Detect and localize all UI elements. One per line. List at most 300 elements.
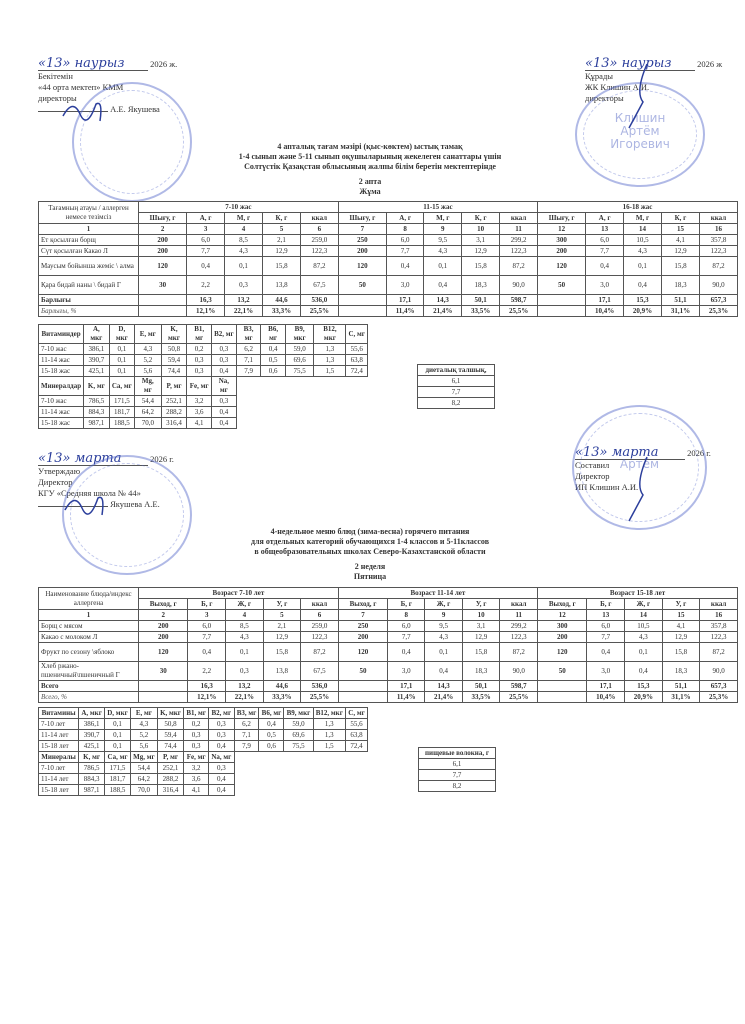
handwritten-date: «13» наурыз [38, 56, 125, 71]
age-label: 15-18 лет [39, 785, 79, 796]
column-header: Шығу, г [538, 213, 586, 224]
cell-value: 7,7 [188, 632, 226, 643]
mineral-value: 316,4 [161, 418, 187, 429]
fiber-header: диеталық талшық, [418, 365, 495, 376]
cell-value: 12,9 [462, 246, 500, 257]
vitamins-header-row [39, 708, 368, 719]
cell-value: 8,5 [226, 621, 264, 632]
fiber-header-row [419, 748, 496, 759]
column-number: 15 [662, 224, 700, 235]
cell-value: 0,1 [625, 643, 663, 662]
cell-value: 122,3 [699, 246, 737, 257]
mineral-row [39, 763, 368, 774]
total-percent-value: 31,1% [662, 306, 700, 317]
cell-value: 7,7 [586, 246, 624, 257]
total-percent-value: 10,4% [587, 692, 625, 703]
mineral-column: Na, мг [209, 752, 234, 763]
empty-cell [346, 763, 368, 774]
column-header: ккал [500, 599, 538, 610]
cell-value: 18,3 [662, 662, 700, 681]
column-header: ккал [699, 213, 737, 224]
total-value: 598,7 [500, 681, 538, 692]
total-percent-value: 20,9% [625, 692, 663, 703]
mineral-value: 4,1 [187, 418, 212, 429]
cell-value: 50 [338, 662, 387, 681]
column-header: Б, г [587, 599, 625, 610]
column-header: ккал [300, 213, 338, 224]
cell-value: 67,5 [301, 662, 339, 681]
cell-value: 122,3 [300, 246, 338, 257]
cell-value: 90,0 [500, 662, 538, 681]
text-line: 4 апталық тағам мәзірі (қыс-көктем) ыстық тамақ [277, 142, 463, 151]
vitamin-value: 0,3 [209, 730, 234, 741]
column-number: 6 [300, 224, 338, 235]
cell-value: 300 [538, 235, 586, 246]
vitamin-column: B1, мг [184, 708, 209, 719]
total-percent-label: Барлығы, % [39, 306, 139, 317]
cell-value: 87,2 [699, 257, 737, 276]
total-percent-value: 25,5% [500, 692, 538, 703]
cell-value: 6,0 [188, 621, 226, 632]
column-number: 9 [424, 224, 462, 235]
total-value: 51,1 [662, 681, 700, 692]
vitamin-value: 75,5 [285, 366, 314, 377]
cell-value: 18,3 [462, 276, 500, 295]
column-number: 13 [587, 610, 625, 621]
empty-cell [261, 418, 286, 429]
total-value: 50,1 [462, 681, 500, 692]
mineral-value: 0,4 [209, 774, 234, 785]
mineral-column: Na, мг [211, 377, 236, 396]
cell-value: 0,3 [225, 276, 263, 295]
cell-value: 15,8 [262, 257, 300, 276]
column-header: Выход, г [338, 599, 387, 610]
cell-value: 200 [538, 632, 587, 643]
vitamin-value: 0,3 [187, 355, 212, 366]
empty-cell [346, 418, 368, 429]
vitamin-value: 50,8 [161, 344, 187, 355]
column-header: К, г [662, 213, 700, 224]
vitamin-column: E, мг [130, 708, 157, 719]
vitamin-value: 0,4 [259, 719, 284, 730]
total-label: Барлығы [39, 295, 139, 306]
vitamin-value: 74,4 [157, 741, 183, 752]
vitamin-value: 63,8 [346, 355, 368, 366]
age-label: 7-10 лет [39, 719, 79, 730]
cell-value: 87,2 [300, 257, 338, 276]
mineral-value: 3,2 [184, 763, 209, 774]
total-value [538, 295, 586, 306]
total-value: 16,3 [188, 681, 226, 692]
signature-icon [58, 96, 108, 126]
total-label: Всего [39, 681, 139, 692]
mineral-column: Fe, мг [187, 377, 212, 396]
cell-value: 4,3 [425, 632, 463, 643]
age-label: 7-10 жас [39, 396, 84, 407]
total-value: 657,3 [699, 295, 737, 306]
vitamin-value: 1,3 [313, 719, 346, 730]
cell-value: 6,0 [587, 621, 625, 632]
total-percent-value [538, 692, 587, 703]
vitamin-column: B9, мкг [284, 708, 313, 719]
empty-cell [284, 785, 313, 796]
vitamin-value: 55,6 [346, 344, 368, 355]
cell-value: 4,3 [225, 246, 263, 257]
fiber-value: 7,7 [419, 770, 496, 781]
cell-value: 15,8 [662, 643, 700, 662]
total-value [338, 681, 387, 692]
column-number: 11 [500, 224, 538, 235]
approval-org: ЖК Клишин А.И. [585, 82, 650, 92]
cell-value: 0,4 [425, 662, 463, 681]
vitamin-column: D, мкг [109, 325, 134, 344]
empty-cell [346, 752, 368, 763]
total-value: 16,3 [187, 295, 225, 306]
vitamin-value: 0,6 [259, 741, 284, 752]
mineral-row [39, 785, 368, 796]
cell-value: 0,1 [226, 643, 264, 662]
column-number: 8 [386, 224, 423, 235]
total-percent-value: 21,4% [424, 306, 462, 317]
vitamin-column: K, мкг [161, 325, 187, 344]
total-percent-value [338, 306, 386, 317]
cell-value: 4,1 [662, 235, 700, 246]
column-header: Б, г [188, 599, 226, 610]
vitamin-value: 0,1 [109, 355, 134, 366]
vitamin-value: 390,7 [79, 730, 105, 741]
day-label: Пятница [353, 572, 387, 581]
empty-cell [234, 774, 259, 785]
vitamin-value: 75,5 [284, 741, 313, 752]
cell-value: 10,5 [624, 235, 662, 246]
minerals-header-row [39, 752, 368, 763]
cell-value: 7,7 [388, 632, 425, 643]
text-line: для отдельных категорий обучающихся 1-4 классов и 5-11классов [250, 537, 490, 546]
cell-value: 122,3 [700, 632, 738, 643]
total-value: 17,1 [586, 295, 624, 306]
total-percent-row [39, 306, 738, 317]
empty-cell [285, 377, 314, 396]
total-row [39, 681, 738, 692]
age-group-header: 11-15 жас [338, 202, 537, 213]
total-percent-value [338, 692, 387, 703]
cell-value: 120 [338, 257, 386, 276]
table-row [39, 632, 738, 643]
column-header: Ж, г [425, 599, 463, 610]
cell-value: 12,9 [662, 246, 700, 257]
vitamin-column: A, мкг [84, 325, 109, 344]
vitamin-column: B12, мкг [314, 325, 346, 344]
cell-value: 0,3 [226, 662, 264, 681]
dish-name: Маусым бойынша жеміс \ алма [39, 257, 139, 276]
approval-label: Құрады [585, 71, 613, 81]
table-row [39, 235, 738, 246]
column-header: К, г [262, 213, 300, 224]
text-line: Клишин [614, 111, 666, 125]
cell-value: 0,4 [587, 643, 625, 662]
column-number: 5 [262, 224, 300, 235]
mineral-value: 70,0 [135, 418, 161, 429]
cell-value: 15,8 [662, 257, 700, 276]
cell-value: 0,4 [187, 257, 225, 276]
vitamin-value: 0,4 [261, 344, 286, 355]
total-percent-value [538, 306, 586, 317]
text-line: Артём [620, 124, 660, 138]
vitamin-value: 0,6 [261, 366, 286, 377]
text-line: в общеобразовательных школах Северо-Казахстанской области [254, 547, 486, 556]
approval-year: 2026 ж. [150, 59, 178, 69]
empty-cell [284, 774, 313, 785]
cell-value: 13,8 [262, 276, 300, 295]
age-label: 15-18 жас [39, 418, 84, 429]
total-percent-value: 12,1% [187, 306, 225, 317]
empty-cell [236, 418, 261, 429]
vitamin-column: B2, мг [211, 325, 236, 344]
vitamin-value: 1,5 [313, 741, 346, 752]
column-number: 4 [225, 224, 263, 235]
vitamin-row [39, 741, 368, 752]
menu-table-ru [38, 587, 738, 703]
total-percent-label: Всего, % [39, 692, 139, 703]
cell-value: 3,0 [386, 276, 423, 295]
vitamins-table-kz [38, 324, 368, 429]
vitamin-value: 5,6 [130, 741, 157, 752]
cell-value: 15,8 [462, 257, 500, 276]
vitamin-column: A, мкг [79, 708, 105, 719]
dish-name: Сүт қосылған Какао Л [39, 246, 139, 257]
fiber-value: 8,2 [419, 781, 496, 792]
empty-cell [346, 396, 368, 407]
fiber-table-ru [418, 747, 496, 792]
column-header: А, г [586, 213, 624, 224]
column-number: 6 [301, 610, 339, 621]
column-number: 4 [226, 610, 264, 621]
mineral-column: K, мг [84, 377, 109, 396]
cell-value: 200 [338, 632, 387, 643]
cell-value: 122,3 [301, 632, 339, 643]
age-label: 15-18 лет [39, 741, 79, 752]
empty-cell [313, 763, 346, 774]
mineral-value: 316,4 [157, 785, 183, 796]
cell-value: 357,8 [699, 235, 737, 246]
cell-value: 87,2 [301, 643, 339, 662]
day-label: Жұма [359, 187, 381, 196]
total-value [139, 681, 188, 692]
vitamin-value: 59,0 [285, 344, 314, 355]
fiber-value: 8,2 [418, 398, 495, 409]
total-value: 17,1 [386, 295, 423, 306]
vitamin-value: 55,6 [346, 719, 368, 730]
total-value: 44,6 [262, 295, 300, 306]
cell-value: 120 [338, 643, 387, 662]
column-header: А, г [386, 213, 423, 224]
menu-title-ru [150, 527, 590, 582]
column-number: 10 [462, 610, 500, 621]
total-value [338, 295, 386, 306]
empty-cell [259, 774, 284, 785]
vitamin-row [39, 355, 368, 366]
cell-value: 7,7 [386, 246, 423, 257]
approval-label: Утверждаю [38, 466, 81, 476]
mineral-value: 786,5 [79, 763, 105, 774]
cell-value: 7,7 [187, 246, 225, 257]
dish-name: Хлеб ржано-пшеничный\пшеничный Г [39, 662, 139, 681]
total-percent-value: 10,4% [586, 306, 624, 317]
vitamin-value: 59,0 [284, 719, 313, 730]
vitamin-column: C, мг [346, 708, 368, 719]
dish-name: Қара бидай наны \ бидай Г [39, 276, 139, 295]
vitamin-value: 74,4 [161, 366, 187, 377]
cell-value: 12,9 [462, 632, 500, 643]
mineral-row [39, 774, 368, 785]
vitamin-value: 0,1 [109, 366, 134, 377]
age-group-header: Возраст 7-10 лет [139, 588, 339, 599]
empty-cell [236, 377, 261, 396]
week-label: 2 неделя [354, 562, 386, 571]
vitamin-column: K, мкг [157, 708, 183, 719]
cell-value: 87,2 [700, 643, 738, 662]
mineral-column: Mg, мг [130, 752, 157, 763]
cell-value: 200 [139, 632, 188, 643]
column-header: У, г [462, 599, 500, 610]
total-percent-value: 33,5% [462, 306, 500, 317]
vitamin-value: 1,3 [314, 355, 346, 366]
approval-org: ИП Клишин А.И. [575, 482, 639, 492]
empty-cell [261, 396, 286, 407]
column-number: 7 [338, 224, 386, 235]
empty-cell [314, 377, 346, 396]
column-number: 1 [39, 610, 139, 621]
empty-cell [346, 774, 368, 785]
total-percent-value: 11,4% [386, 306, 423, 317]
approval-position: директоры [585, 93, 624, 103]
mineral-value: 987,1 [84, 418, 109, 429]
mineral-row [39, 407, 368, 418]
mineral-value: 3,6 [187, 407, 212, 418]
vitamin-value: 69,6 [285, 355, 314, 366]
total-percent-value [139, 306, 187, 317]
text-line: Игоревич [610, 137, 670, 151]
signature-icon [625, 455, 655, 525]
vitamin-value: 4,3 [130, 719, 157, 730]
total-percent-value: 25,5% [500, 306, 538, 317]
cell-value: 2,1 [262, 235, 300, 246]
cell-value: 120 [139, 643, 188, 662]
column-header: М, г [424, 213, 462, 224]
dish-name-header: Наименование блюда/индекс аллергена [39, 588, 139, 610]
vitamin-value: 386,1 [84, 344, 109, 355]
age-group-header: 16-18 жас [538, 202, 738, 213]
mineral-value: 288,2 [161, 407, 187, 418]
vitamin-row [39, 366, 368, 377]
total-percent-value: 25,3% [699, 306, 737, 317]
total-value: 13,2 [226, 681, 264, 692]
text-line: 1-4 сынып және 5-11 сынып оқушыларының жекелеген санаттары үшін [238, 152, 502, 161]
column-number: 2 [139, 224, 187, 235]
cell-value: 90,0 [700, 662, 738, 681]
cell-value: 15,8 [462, 643, 500, 662]
vitamin-value: 0,2 [184, 719, 209, 730]
empty-cell [285, 407, 314, 418]
table-row [39, 643, 738, 662]
total-percent-value: 22,1% [226, 692, 264, 703]
mineral-value: 0,3 [211, 396, 236, 407]
column-header: ккал [301, 599, 339, 610]
total-value: 17,1 [388, 681, 425, 692]
cell-value: 4,3 [424, 246, 462, 257]
cell-value: 250 [338, 621, 387, 632]
mineral-value: 0,3 [209, 763, 234, 774]
cell-value: 9,5 [425, 621, 463, 632]
mineral-value: 0,4 [209, 785, 234, 796]
vitamin-value: 0,4 [211, 366, 236, 377]
cell-value: 4,3 [624, 246, 662, 257]
cell-value: 0,1 [424, 257, 462, 276]
column-number: 15 [662, 610, 700, 621]
mineral-value: 3,2 [187, 396, 212, 407]
vitamin-value: 0,3 [211, 355, 236, 366]
empty-cell [259, 752, 284, 763]
cell-value: 120 [538, 257, 586, 276]
mineral-value: 181,7 [105, 774, 131, 785]
total-percent-value: 33,5% [462, 692, 500, 703]
cell-value: 6,0 [187, 235, 225, 246]
column-number: 9 [425, 610, 463, 621]
mineral-value: 171,5 [109, 396, 134, 407]
cell-value: 2,2 [188, 662, 226, 681]
cell-value: 200 [139, 246, 187, 257]
mineral-value: 3,6 [184, 774, 209, 785]
total-percent-value: 31,1% [662, 692, 700, 703]
cell-value: 250 [338, 235, 386, 246]
fiber-row [418, 398, 495, 409]
total-value [538, 681, 587, 692]
age-label: 7-10 жас [39, 344, 84, 355]
vitamin-value: 425,1 [79, 741, 105, 752]
cell-value: 12,9 [263, 632, 301, 643]
table-row [39, 276, 738, 295]
column-number: 1 [39, 224, 139, 235]
column-number: 7 [338, 610, 387, 621]
column-header: Ж, г [226, 599, 264, 610]
fiber-row [418, 387, 495, 398]
cell-value: 122,3 [500, 632, 538, 643]
vitamin-value: 0,3 [209, 719, 234, 730]
mineral-value: 188,5 [105, 785, 131, 796]
total-value: 15,3 [625, 681, 663, 692]
vitamin-value: 50,8 [157, 719, 183, 730]
cell-value: 3,0 [586, 276, 624, 295]
column-header: Шығу, г [338, 213, 386, 224]
empty-cell [285, 418, 314, 429]
cell-value: 67,5 [300, 276, 338, 295]
vitamins-header-row [39, 325, 368, 344]
vitamin-value: 0,1 [105, 741, 131, 752]
cell-value: 7,7 [587, 632, 625, 643]
cell-value: 50 [338, 276, 386, 295]
fiber-value: 7,7 [418, 387, 495, 398]
cell-value: 2,2 [187, 276, 225, 295]
approval-position: директоры [38, 93, 77, 103]
total-value: 50,1 [462, 295, 500, 306]
vitamin-column: B3, мг [236, 325, 261, 344]
cell-value: 15,8 [263, 643, 301, 662]
minerals-header: Минералдар [39, 377, 84, 396]
age-group-header: Возраст 15-18 лет [538, 588, 738, 599]
approval-year: 2026 г. [150, 454, 174, 464]
age-label: 15-18 жас [39, 366, 84, 377]
vitamin-column: D, мкг [105, 708, 131, 719]
